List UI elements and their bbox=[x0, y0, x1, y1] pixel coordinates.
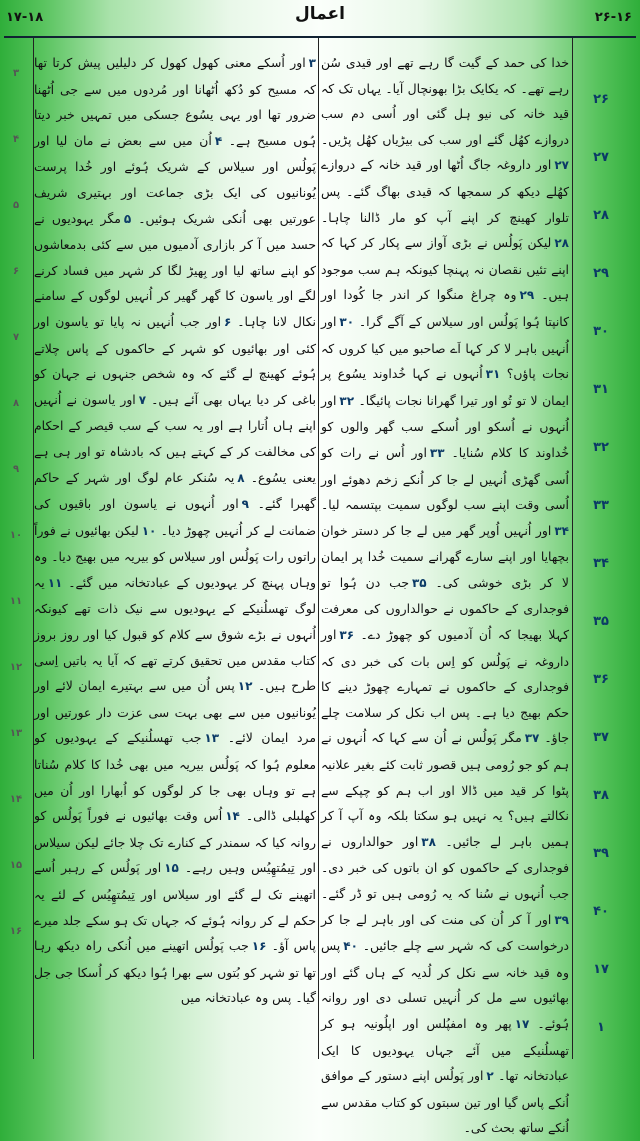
verse-number: ۳۲ bbox=[339, 393, 355, 408]
margin-verse-number: ۳۸ bbox=[593, 788, 609, 803]
margin-verse-number: ۱۱ bbox=[9, 596, 23, 607]
verse-number: ۱۱ bbox=[47, 575, 63, 590]
margin-verse-number: ۳۵ bbox=[593, 614, 609, 629]
book-title: اعمال bbox=[295, 4, 345, 24]
margin-verse-number: ۳ bbox=[12, 68, 20, 79]
verse-text: مگر یہودیوں نے حسد میں آ کر بازاری آدمیوں میں سے کئی بدمعاشوں کو اپنے ساتھ لیا اور بِھیڑ لگا کر شہر میں فساد کرنے لگے اور یاسون کا گھر گھیر کر اُنہیں لوگوں کے سامنے نکال لانا چاہا۔ bbox=[34, 210, 316, 329]
margin-verse-number: ۳۹ bbox=[593, 846, 609, 861]
right-text-column bbox=[321, 50, 569, 1141]
verse-text: اور داروغہ جاگ اُٹھا اور قید خانہ کے دروازے کھُلے دیکھ کر سمجھا کہ قیدی بھاگ گئے۔ پس تلوار کھینچ کر اپنے آپ کو مار ڈالنا چاہا۔ bbox=[321, 157, 569, 225]
verse-number: ۹ bbox=[241, 497, 249, 512]
chapter-verse-range-right: ۲۶-۱۶ bbox=[594, 10, 632, 25]
margin-verse-number: ۲۶ bbox=[593, 92, 609, 107]
margin-verse-number: ۱ bbox=[597, 1020, 605, 1035]
margin-verse-number: ۳۲ bbox=[593, 440, 609, 455]
verse-number: ۸ bbox=[237, 470, 245, 485]
chapter-verse-range-left: ۱۷-۱۸ bbox=[6, 10, 44, 25]
verse-text: پھر وہ امفپُلس اور اپلُونیہ ہو کر تھسلُنیکے میں آئے جہاں یہودیوں کا ایک عبادتخانہ تھا۔ bbox=[321, 1015, 569, 1084]
verse-text: جب دن ہُوا تو فوجداری کے حاکموں نے حوالداروں کی معرفت کہلا بھیجا کہ اُن آدمیوں کو چھوڑ دے۔ bbox=[321, 574, 569, 643]
verse-number: ۱۰ bbox=[141, 523, 157, 538]
verse-number: ۱۷ bbox=[514, 1016, 530, 1031]
verse-text: اور اُسکے معنی کھول کھول کر دلیلیں پیش کرتا تھا کہ مسیح کو دُکھ اُٹھانا اور مُردوں میں سے جی اُٹھنا ضرور تھا اور یہی یسُوع جسکی میں تمہیں خبر دیتا ہُوں مسیح ہے۔ bbox=[34, 55, 316, 148]
header-rule bbox=[4, 36, 636, 38]
margin-verse-number: ۳۶ bbox=[593, 672, 609, 687]
margin-verse-number: ۸ bbox=[12, 398, 20, 409]
verse-text: اور پَولُس اپنے دستور کے موافق اُنکے پاس گیا اور تین سبتوں کو کتاب مقدس سے اُنکے ساتھ بحث کی۔ bbox=[321, 1068, 569, 1136]
margin-verse-number: ۶ bbox=[12, 266, 20, 277]
right-margin-divider bbox=[572, 38, 573, 1059]
margin-verse-number: ۲۷ bbox=[593, 150, 609, 165]
verse-number: ۳۶ bbox=[339, 628, 355, 643]
verse-text: اور داروغہ نے پَولُس کو اِس بات کی خبر دی کہ فوجداری کے حاکموں نے تمہارے چھوڑ دینے کا حکم بھیج دیا ہے۔ پس اب نکل کر سلامت چلے جاؤ۔ bbox=[321, 627, 570, 746]
verse-number: ۷ bbox=[138, 392, 147, 407]
margin-verse-number: ۵ bbox=[12, 200, 20, 211]
verse-number: ۱۳ bbox=[204, 731, 220, 746]
verse-number: ۳ bbox=[308, 56, 316, 70]
margin-verse-number: ۱۲ bbox=[9, 662, 23, 673]
verse-text: اور اُنہیں باہر لا کر کہا اَے صاحبو میں کیا کروں کہ نجات پاؤں؟ bbox=[321, 313, 569, 382]
verse-text: اُن میں سے بعض نے مان لیا اور پَولُس اور سیلاس کے شریک ہُوئے اور خُدا پرست یُونانیوں کی ایک بڑی جماعت اور بہتیری شریف عورتیں بھی اُنکی شریک ہوئیں۔ bbox=[34, 132, 317, 226]
margin-verse-number: ۲۹ bbox=[593, 266, 609, 281]
margin-verse-number: ۱۷ bbox=[593, 962, 609, 977]
margin-verse-number: ۴ bbox=[12, 134, 20, 145]
margin-verse-number: ۳۴ bbox=[593, 556, 609, 571]
margin-verse-number: ۳۷ bbox=[593, 730, 609, 745]
verse-text: پس وہ قید خانہ سے نکل کر لُدیہ کے ہاں گئے اور بھائیوں سے مل کر اُنہیں تسلی دی اور روانہ ہُوئے۔ bbox=[321, 938, 569, 1031]
verse-number: ۲۷ bbox=[554, 158, 569, 173]
verse-number: ۳۸ bbox=[421, 834, 436, 849]
verse-text: پس اُن میں سے بہتیرے ایمان لائے اور یُونانیوں میں سے بھی بہت سی عزت دار عورتیں اور مرد ایمان لائے۔ bbox=[34, 678, 316, 746]
verse-text: اور جب اُنہیں نہ پایا تو یاسون اور کئی اور بھائیوں کو شہر کے حاکموں کے پاس چلاتے ہُوئے کھینچ لے گئے کہ وہ شخص جنہوں نے جہان کو باغی کر دیا یہاں بھی آئے ہیں۔ bbox=[34, 313, 316, 407]
verse-number: ۱۴ bbox=[225, 809, 240, 824]
margin-verse-number: ۳۱ bbox=[593, 382, 609, 397]
verse-text: اور حوالداروں نے فوجداری کے حاکموں کو ان باتوں کی خبر دی۔ جب اُنہوں نے سُنا کہ یہ رُومی ہیں تو ڈر گئے۔ bbox=[321, 833, 569, 901]
margin-verse-number: ۱۳ bbox=[9, 728, 23, 739]
verse-text: جب پَولُس اتھینے میں اُنکی راہ دیکھ رہا تھا تو شہر کو بُتوں سے بھرا ہُوا دیکھ کر اُسکا جی جل گیا۔ پس وہ عبادتخانہ میں bbox=[34, 938, 316, 1006]
verse-text: مگر پَولُس نے اُن سے کہا کہ اُنہوں نے ہم کو جو رُومی ہیں قصور ثابت کئے بغیر علانیہ پٹوا کر قید میں ڈالا اور اب ہم کو چپکے سے نکالتے ہیں؟ یہ نہیں ہو سکتا بلکہ وہ آپ آ کر ہمیں باہر لے جائیں۔ bbox=[321, 730, 569, 849]
verse-number: ۲۹ bbox=[519, 288, 535, 303]
verse-text: اور پَولُس کے رہبر اُسے اتھینے تک لے گئے اور سیلاس اور تِیمُتھِیُس کے لئے یہ حکم لے کر روانہ ہُوئے کہ جہاں تک ہو سکے جلد میرے پاس آؤ۔ bbox=[34, 860, 316, 954]
verse-number: ۱۵ bbox=[164, 861, 179, 876]
margin-verse-number: ۴۰ bbox=[593, 904, 609, 919]
scripture-paragraph bbox=[34, 50, 316, 1011]
verse-text: اور آ کر اُن کی منت کی اور باہر لے جا کر درخواست کی کہ شہر سے چلے جائیں۔ bbox=[321, 911, 569, 954]
verse-number: ۱۶ bbox=[251, 939, 267, 954]
margin-verse-number: ۳۰ bbox=[593, 324, 609, 339]
verse-text: اور یاسون نے اُنہیں اپنے ہاں اُتارا ہے اور یہ سب کے سب قیصر کے احکام کی مخالفت کر کے کہتے ہیں کہ بادشاہ تو اور ہی ہے یعنی یسُوع۔ bbox=[34, 391, 316, 485]
margin-verse-number: ۱۶ bbox=[9, 926, 23, 937]
verse-number: ۳۵ bbox=[411, 575, 427, 590]
verse-text: لیکن پَولُس نے بڑی آواز سے پکار کر کہا کہ اپنے تئیں نقصان نہ پہنچا کیونکہ ہم سب موجود ہیں۔ bbox=[321, 235, 569, 303]
verse-number: ۲ bbox=[486, 1069, 494, 1084]
verse-number: ۳۳ bbox=[429, 445, 445, 460]
scripture-paragraph bbox=[321, 50, 569, 1141]
verse-number: ۶ bbox=[224, 314, 232, 329]
verse-number: ۴۰ bbox=[343, 939, 358, 954]
verse-number: ۳۱ bbox=[485, 367, 501, 382]
margin-verse-number: ۳۳ bbox=[593, 498, 609, 513]
verse-number: ۳۷ bbox=[524, 731, 540, 746]
margin-verse-number: ۹ bbox=[12, 464, 20, 475]
verse-text: وہ چراغ منگوا کر اندر جا کُودا اور کانپتا ہُوا پَولُس اور سیلاس کے آگے گرا۔ bbox=[321, 287, 569, 329]
verse-number: ۲۸ bbox=[554, 236, 569, 251]
verse-text: اور اُنہیں اُوپر گھر میں لے جا کر دستر خوان بچھایا اور اپنے سارے گھرانے سمیت خُدا پر ایمان لا کر بڑی خوشی کی۔ bbox=[321, 522, 569, 590]
verse-number: ۳۰ bbox=[339, 314, 355, 329]
verse-number: ۵ bbox=[123, 211, 132, 226]
margin-verse-number: ۱۵ bbox=[9, 860, 23, 871]
verse-number: ۳۴ bbox=[554, 523, 569, 538]
column-divider bbox=[318, 38, 319, 1059]
verse-text: اور اُنہوں نے اُسکو اور اُسکے سب گھر والوں کو خُداوند کا کلام سُنایا۔ bbox=[321, 392, 569, 460]
verse-text: جب تھسلُنیکے کے یہودیوں کو معلوم ہُوا کہ پَولُس بیریہ میں بھی خُدا کا کلام سُناتا ہے تو وہاں بھی جا کر لوگوں کو اُبھارا اور اُن میں کھلبلی ڈالی۔ bbox=[34, 730, 316, 824]
verse-text: یہ لوگ تھسلُنیکے کے یہودیوں سے نیک ذات تھے کیونکہ اُنہوں نے بڑے شوق سے کلام کو قبول کیا اور روز بروز کتاب مقدس میں تحقیق کرتے تھے کہ آیا یہ باتیں اِسی طرح ہیں۔ bbox=[34, 574, 316, 694]
margin-verse-number: ۷ bbox=[12, 332, 20, 343]
verse-text: خدا کی حمد کے گیت گا رہے تھے اور قیدی سُن رہے تھے۔ کہ یکایک بڑا بھونچال آیا۔ یہاں تک کہ قید خانہ کی نیو ہل گئی اور اُسی دم سب دروازے کھُل گئے اور سب کی بیڑیاں کھُل پڑیں۔ bbox=[321, 55, 569, 147]
margin-verse-number: ۲۸ bbox=[593, 208, 609, 223]
verse-text: اور اُس نے رات کو اُسی گھڑی اُنہیں لے جا کر اُنکے زخم دھوئے اور اُسی وقت اپنے سب لوگوں سمیت بپتسمہ لیا۔ bbox=[321, 444, 569, 513]
verse-number: ۳۹ bbox=[554, 912, 569, 927]
verse-text: لیکن بھائیوں نے فوراً راتوں رات پَولُس اور سیلاس کو بیریہ میں بھیج دیا۔ وہ وہاں پہنچ کر یہودیوں کے عبادتخانہ میں گئے۔ bbox=[34, 522, 316, 590]
verse-text: اُس وقت بھائیوں نے فوراً پَولُس کو روانہ کیا کہ سمندر کے کنارے تک چلا جائے لیکن سیلاس اور تِیمُتھِیُس وہیں رہے۔ bbox=[34, 808, 316, 876]
verse-text: یہ سُنکر عام لوگ اور شہر کے حاکم گھبرا گئے۔ bbox=[34, 469, 316, 512]
page-header bbox=[0, 0, 640, 40]
margin-verse-number: ۱۴ bbox=[9, 794, 23, 805]
verse-number: ۱۲ bbox=[237, 679, 253, 694]
verse-text: اُنہوں نے کہا خُداوند یسُوع پر ایمان لا تو تُو اور تیرا گھرانا نجات پائیگا۔ bbox=[321, 366, 569, 408]
left-text-column bbox=[34, 50, 316, 1011]
margin-verse-number: ۱۰ bbox=[9, 530, 23, 541]
verse-number: ۴ bbox=[214, 133, 223, 148]
verse-text: اور اُنہوں نے یاسون اور باقیوں کی ضمانت لے کر اُنہیں چھوڑ دیا۔ bbox=[34, 496, 316, 538]
